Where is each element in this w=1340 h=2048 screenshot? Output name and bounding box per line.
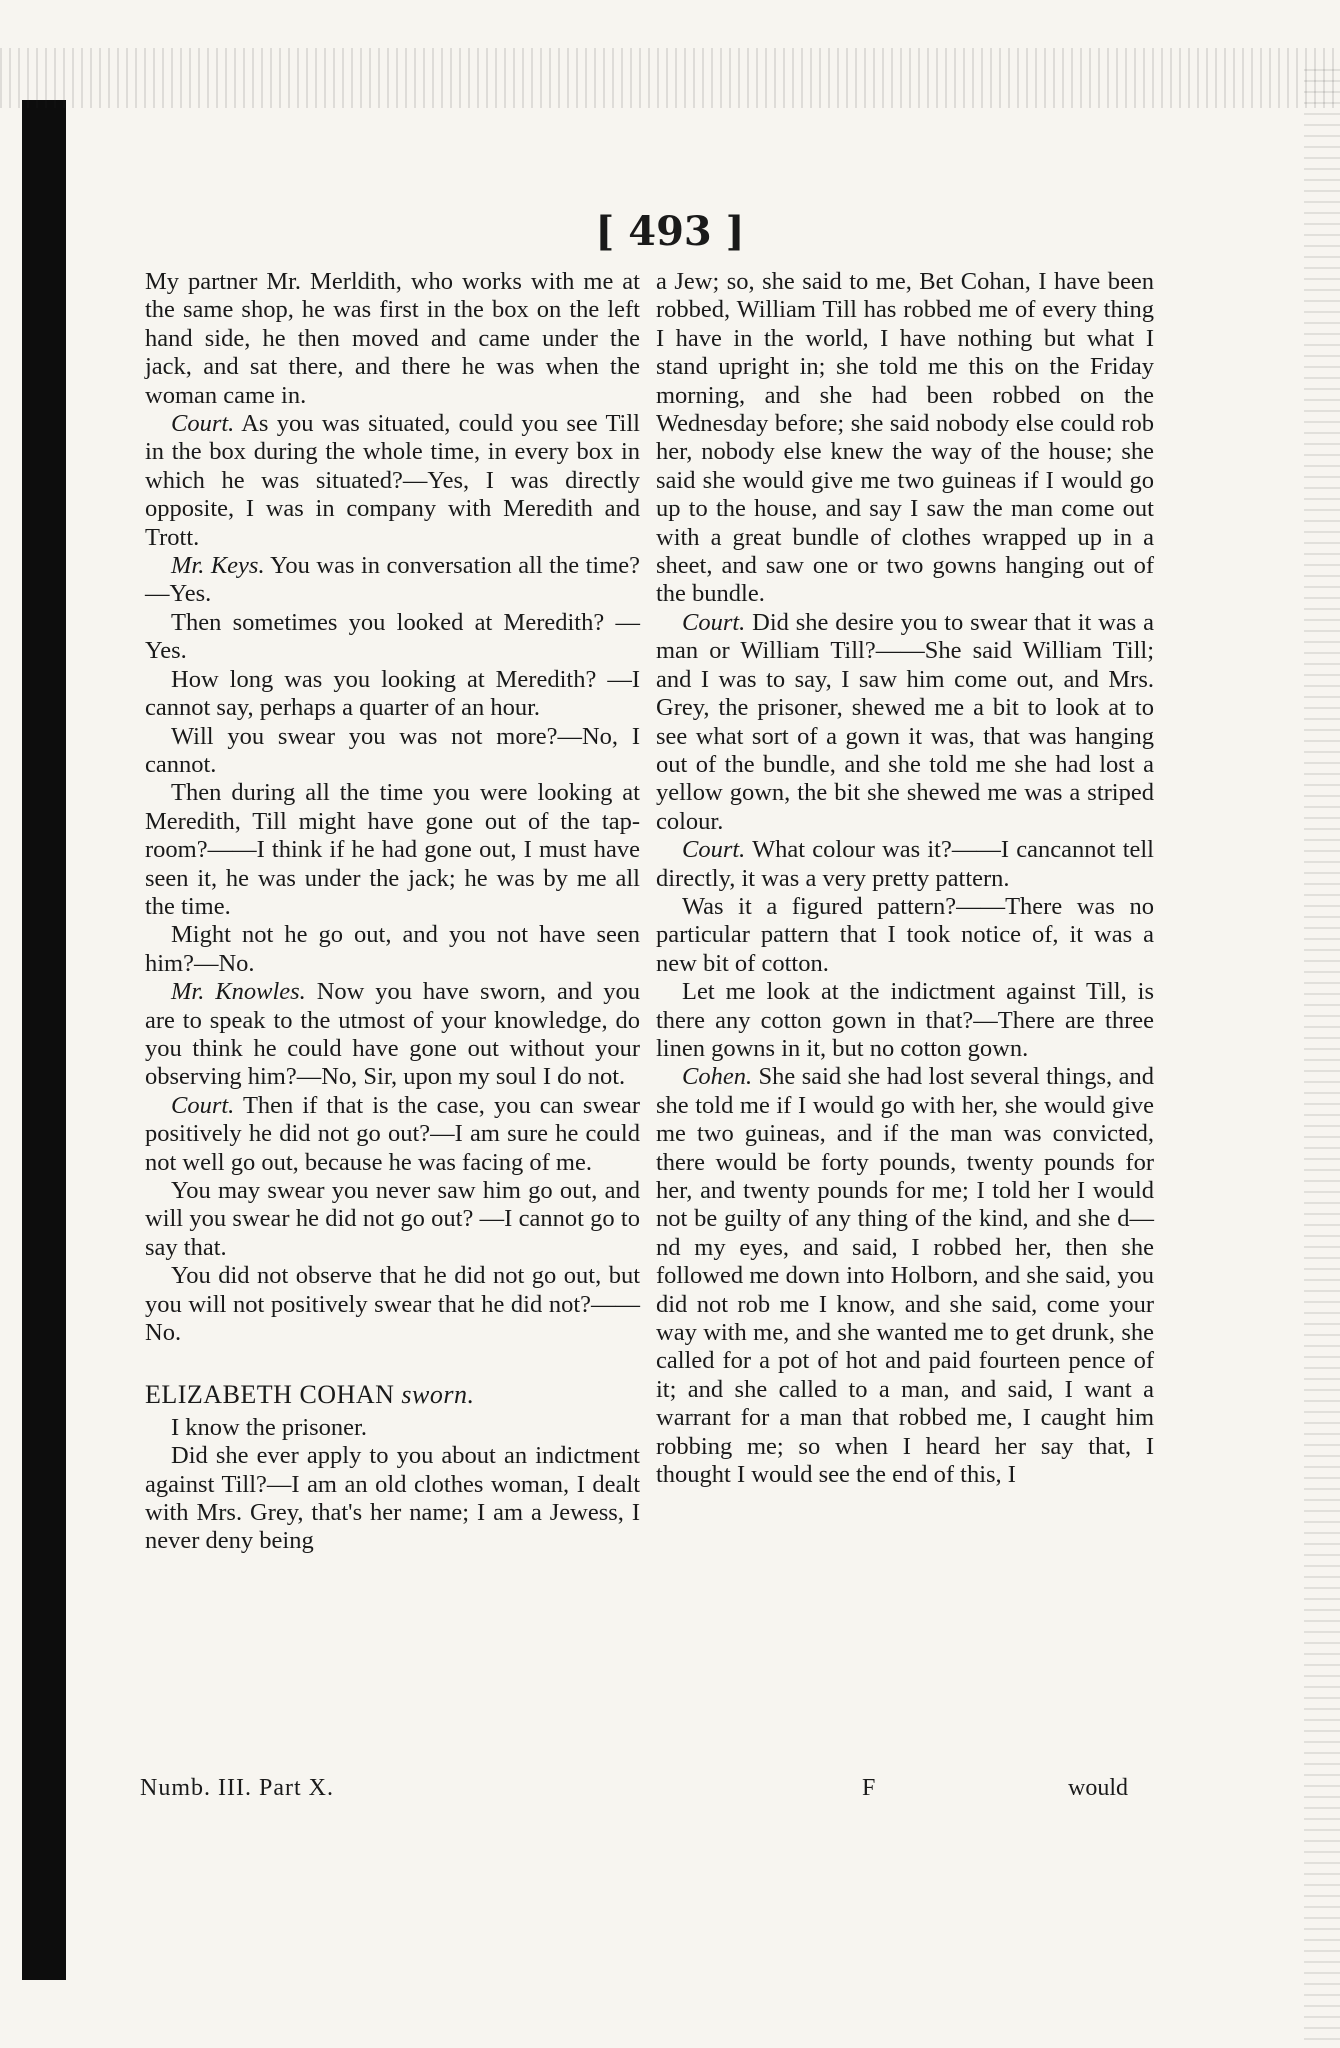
catchword: would <box>1068 1775 1128 1801</box>
paragraph <box>145 410 640 552</box>
speaker-label: Mr. Knowles. <box>171 978 306 1006</box>
paragraph-text: Then during all the time you were looking at Meredith, Till might have gone out of the tap-room?——I think if he had gone out, I must have seen it, he was under the jack; he was by me all the time. <box>145 779 640 920</box>
paragraph-text: What colour was it?——I cancannot tell directly, it was a very pretty pattern. <box>656 836 1154 892</box>
paragraph <box>145 1442 640 1556</box>
paragraph-text: Will you swear you was not more?—No, I cannot. <box>145 722 640 778</box>
paragraph <box>656 893 1154 978</box>
paragraph <box>145 552 640 609</box>
speaker-label: Court. <box>171 1091 235 1119</box>
paragraph <box>656 978 1154 1063</box>
speaker-label: Court. <box>682 608 746 636</box>
paragraph <box>145 1262 640 1347</box>
paragraph <box>145 978 640 1092</box>
speaker-label: Court. <box>171 410 235 438</box>
paragraph <box>145 268 640 410</box>
paragraph <box>145 921 640 978</box>
paragraph-text: My partner Mr. Merldith, who works with me at the same shop, he was first in the box on the left hand side, he then moved and came under the jack, and sat there, and there he was when the woman came in. <box>145 268 640 409</box>
page-number: [ 493 ] <box>595 208 745 255</box>
paragraph-text: Was it a figured pattern?——There was no particular pattern that I took notice of, it was a new bit of cotton. <box>656 892 1154 977</box>
paragraph-text: How long was you looking at Meredith? —I cannot say, perhaps a quarter of an hour. <box>145 665 640 722</box>
speaker-label: Cohen. <box>682 1063 753 1091</box>
paragraph <box>656 1063 1154 1489</box>
paragraph <box>145 1414 640 1442</box>
witness-name: ELIZABETH COHAN <box>145 1380 395 1410</box>
scan-noise-top <box>0 48 1340 108</box>
paragraph-text: a Jew; so, she said to me, Bet Cohan, I have been robbed, William Till has robbed me of every thing I have in the world, I have nothing but what I stand upright in; she told me this on the Friday morning, and she had been robbed on the Wednesday before; she said nobody else could rob her, nobody else knew the way of the house; she said she would give me two guineas if I would go up to the house, and say I saw the man come out with a great bundle of clothes wrapped up in a sheet, and saw one or two gowns hanging out of the bundle. <box>656 268 1154 608</box>
signature-mark: F <box>862 1775 876 1801</box>
paragraph-text: Then if that is the case, you can swear positively he did not go out?—I am sure he could not well go out, because he was facing of me. <box>145 1091 641 1176</box>
paragraph-text: Then sometimes you looked at Meredith? —Yes. <box>145 608 640 665</box>
witness-heading <box>145 1381 640 1409</box>
paragraph <box>656 609 1154 836</box>
paragraph-text: I know the prisoner. <box>171 1413 367 1441</box>
part-marker: Numb. III. Part X. <box>140 1775 334 1801</box>
paragraph <box>145 666 640 723</box>
speaker-label: Court. <box>682 836 746 864</box>
paragraph-text: She said she had lost several things, and she told me if I would go with her, she would give me two guineas, and if the man was convicted, there would be forty pounds, twenty pounds for her, and twenty pounds for me; I told her I would not be guilty of any thing of the kind, and she d—nd my eyes, and said, I robbed her, then she followed me down into Holborn, and she said, you did not rob me I know, and she said, come your way with me, and she wanted me to get drunk, she called for a pot of hot and paid fourteen pence of it; and she called to a man, and said, I want a warrant for a man that robbed me, I caught him robbing me; so when I heard her say that, I thought I would see the end of this, I <box>656 1063 1154 1489</box>
paragraph <box>656 836 1154 893</box>
right-column <box>656 268 1154 1489</box>
paragraph-text: Did she ever apply to you about an indictment against Till?—I am an old clothes woman, I dealt with Mrs. Grey, that's her name; I am a Jewess, I never deny being <box>145 1442 640 1555</box>
sworn-label: sworn. <box>401 1380 475 1410</box>
paragraph-text: You did not observe that he did not go out, but you will not positively swear that he did not?——No. <box>145 1262 640 1347</box>
paragraph-text: Now you have sworn, and you are to speak to the utmost of your knowledge, do you think he could have gone out without your observing him?—No, Sir, upon my soul I do not. <box>145 978 640 1091</box>
binding-shadow <box>22 100 66 1980</box>
scan-noise-right <box>1304 60 1340 2040</box>
paragraph-text: You was in conversation all the time?—Yes. <box>145 552 640 608</box>
paragraph-text: Let me look at the indictment against Till, is there any cotton gown in that?—There are three linen gowns in it, but no cotton gown. <box>656 978 1154 1062</box>
paragraph-text: As you was situated, could you see Till in the box during the whole time, in every box in which he was situated?—Yes, I was directly opposite, I was in company with Meredith and Trott. <box>145 410 640 551</box>
paragraph <box>145 1092 640 1177</box>
left-column <box>145 268 640 1556</box>
paragraph-text: You may swear you never saw him go out, and will you swear he did not go out? —I cannot go to say that. <box>145 1177 640 1261</box>
paragraph <box>145 1177 640 1262</box>
paragraph-text: Might not he go out, and you not have seen him?—No. <box>145 921 640 977</box>
speaker-label: Mr. Keys. <box>171 552 265 580</box>
paragraph <box>656 268 1154 609</box>
paragraph <box>145 723 640 780</box>
paragraph-text: Did she desire you to swear that it was a man or William Till?——She said William Till; and I was to say, I saw him come out, and Mrs. Grey, the prisoner, shewed me a bit to look at to see what sort of a gown it was, that was hanging out of the bundle, and she told me she had lost a yellow gown, the bit she shewed me was a striped colour. <box>656 608 1154 835</box>
paragraph <box>145 779 640 921</box>
paragraph <box>145 609 640 666</box>
